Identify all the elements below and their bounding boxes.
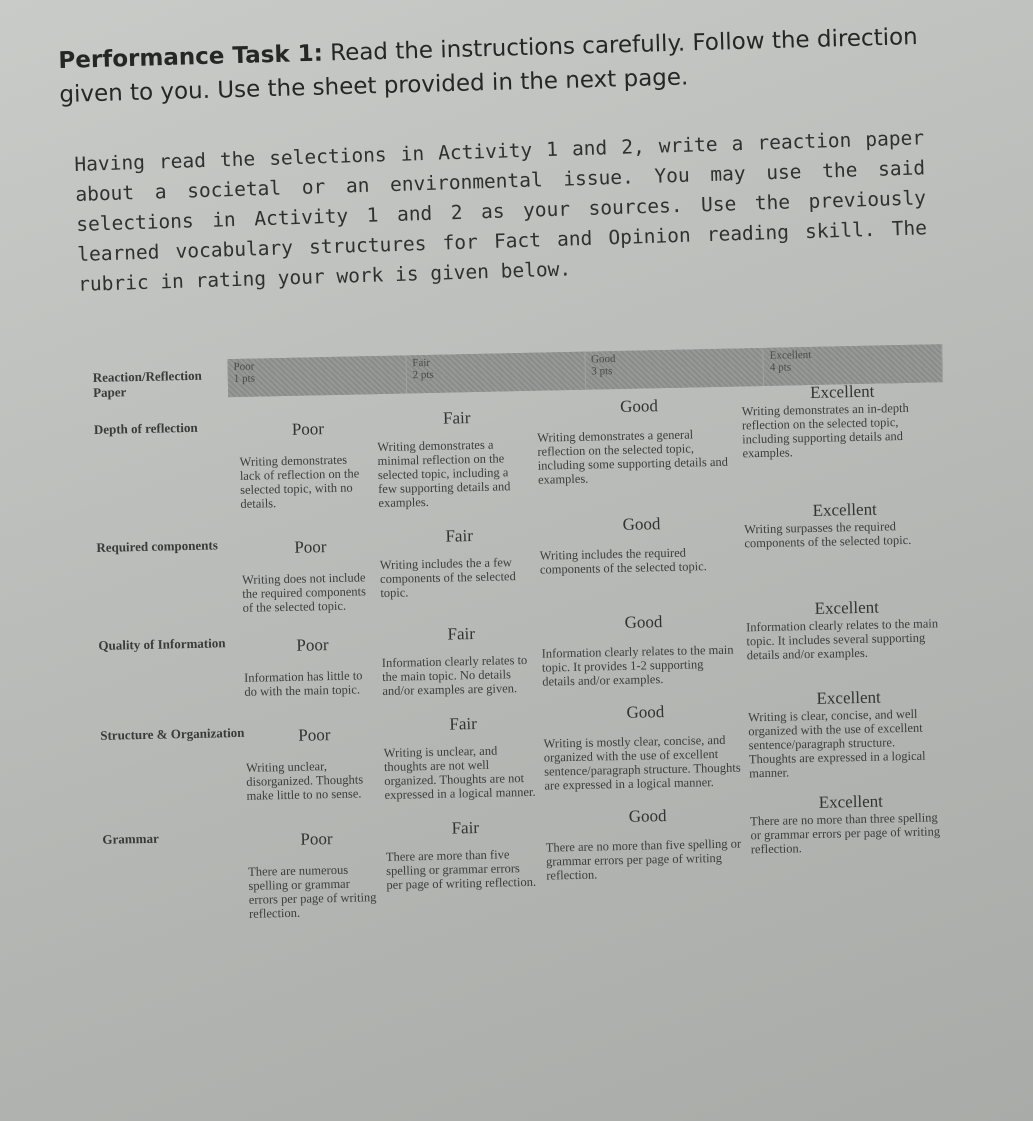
cell-excellent: Excellent Information clearly relates to the main topic. It includes several supporting details and/or examples. xyxy=(746,597,939,663)
cell-poor: Poor Writing unclear, disorganized. Thoughts make little to no sense. xyxy=(245,725,364,803)
cell-good: Good Writing demonstrates a general reflection on the selected topic, including some supporting details and examples. xyxy=(536,396,729,487)
scale-fair: Fair 2 pts xyxy=(406,352,586,394)
cell-poor: Poor Writing demonstrates lack of reflection on the selected topic, with no details. xyxy=(239,419,360,511)
cell-poor: Poor Information has little to do with the main topic. xyxy=(243,635,363,699)
cell-fair: Fair There are more than five spelling or grammar errors per page of writing reflection. xyxy=(385,818,537,892)
scale-excellent: Excellent 4 pts xyxy=(764,344,944,386)
scale-poor: Poor 1 pts xyxy=(227,355,407,397)
criterion-name: Grammar xyxy=(102,830,159,847)
task-title xyxy=(58,20,920,112)
cell-excellent: Excellent Writing surpasses the required components of the selected topic. xyxy=(743,499,912,551)
scale-good: Good 3 pts xyxy=(585,348,765,390)
cell-good: Good Writing includes the required components of the selected topic. xyxy=(539,514,707,577)
task-title-label: Performance Task 1: xyxy=(58,40,324,74)
cell-fair: Fair Writing includes the a few components of the selected topic. xyxy=(379,526,516,601)
cell-good: Good There are no more than five spelling or grammar errors per page of writing reflection. xyxy=(545,806,742,883)
cell-excellent: Excellent Writing is clear, concise, and well organized with the use of excellent sentence/paragraph structure. Thoughts are expressed in a logical manner. xyxy=(747,687,926,781)
cell-good: Good Information clearly relates to the main topic. It provides 1-2 supporting details and/or examples. xyxy=(541,612,734,689)
criterion-name: Required components xyxy=(96,537,218,555)
cell-fair: Fair Writing is unclear, and thoughts are not well organized. Thoughts are not expressed in a logical manner. xyxy=(383,714,536,802)
cell-fair: Fair Writing demonstrates a minimal reflection on the selected topic, including a few supporting details and examples. xyxy=(377,408,511,511)
rubric-table xyxy=(92,322,954,924)
cell-excellent: Excellent There are no more than three spelling or grammar errors per page of writing reflection. xyxy=(750,791,941,857)
rubric-row-grammar xyxy=(102,791,954,924)
cell-poor: Poor Writing does not include the required components of the selected topic. xyxy=(241,537,367,615)
task-title-text: Read the instructions carefully. Follow the direction given to you. Use the sheet provided in the next page. xyxy=(59,23,919,108)
cell-good: Good Writing is mostly clear, concise, and organized with the use of excellent sentence/paragraph structure. Thoughts are expressed in a logical manner. xyxy=(543,702,741,793)
cell-excellent: Excellent Writing demonstrates an in-depth reflection on the selected topic, including supporting details and examples. xyxy=(741,381,909,461)
rubric-row-structure xyxy=(100,687,952,808)
criterion-name: Quality of Information xyxy=(98,635,226,653)
criterion-name: Depth of reflection xyxy=(93,419,198,437)
criterion-name: Structure & Organization xyxy=(100,724,245,743)
cell-fair: Fair Information clearly relates to the main topic. No details and/or examples are given. xyxy=(381,624,528,698)
cell-poor: Poor There are numerous spelling or grammar errors per page of writing reflection. xyxy=(248,829,377,921)
task-instructions: Having read the selections in Activity 1 and 2, write a reaction paper about a societal or an environmental issue. You may use the said selections in Activity 1 and 2 as your sources. Use the previously learned vocabulary structures for Fact and Opinion reading skill. The rubric in rating your work is given below. xyxy=(74,126,928,296)
rubric-header-label: Reaction/Reflection Paper xyxy=(92,367,202,400)
